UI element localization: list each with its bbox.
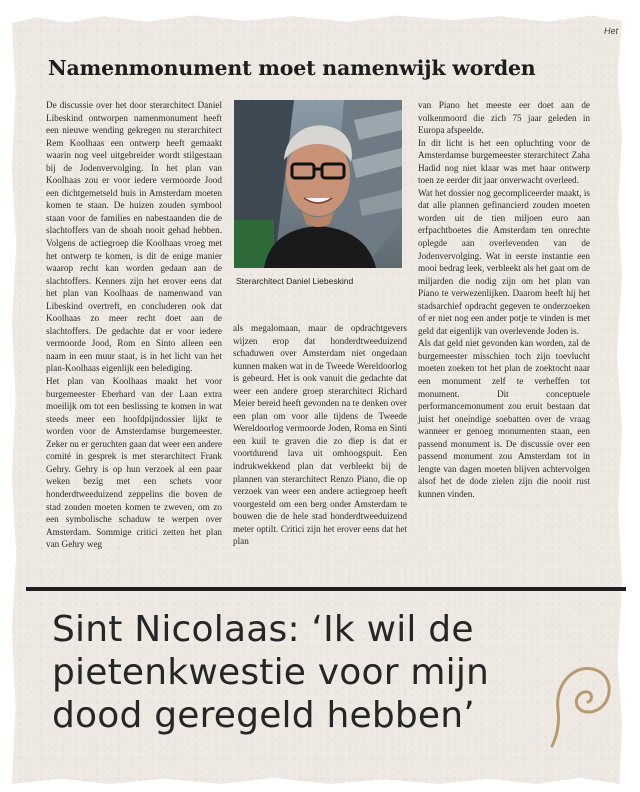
- article-column-1: [46, 99, 222, 551]
- swirl-doodle-icon: [550, 650, 620, 750]
- article-column-3: [418, 99, 590, 501]
- headline-line: pietenkwestie voor mijn: [52, 652, 490, 693]
- section-divider: [26, 587, 626, 591]
- paragraph: Het plan van Koolhaas maakt het voor burgemeester Eberhard van der Laan extra moeilijk om tot een beslissing te komen in wat steeds meer een hoofdpijndossier lijkt te worden voor de Amsterdamse burgemeester. Zeker nu er geruchten gaan dat weer een andere comité in gesprek is met sterarchitect Frank Gehry. Gehry is op hun verzoek al een paar weken bezig met een schets voor honderdtweeduizend zeppelins die boven de stad zouden moeten komen te zweven, om zo een symbolische schaduw te werpen over Amsterdam. Sommige critici zetten het plan van Gehry weg: [46, 376, 222, 550]
- headline-line: Sint Nicolaas: ‘Ik wil de: [52, 609, 474, 650]
- portrait-image: [234, 100, 402, 268]
- article-column-2: [233, 322, 407, 548]
- next-article-headline: [52, 608, 489, 737]
- paragraph: In dit licht is het een opluchting voor de Amsterdamse burgemeester sterarchitect Zaha Hadid nog niet klaar was met haar ontwerp toen ze eerder dit jaar onverwacht overleed.: [418, 137, 590, 186]
- headline-line: dood geregeld hebben’: [52, 695, 475, 736]
- paragraph: Als dat geld niet gevonden kan worden, zal de burgemeester misschien toch zijn toevlucht moeten zoeken tot het plan de zoektocht naar een monument zelf te verheffen tot monument. Dit conceptuele performancemonument zou eruit bestaan dat juist het oneindige soebatten over de vraag wanneer er genoeg monumenten staan, een passend monument is. De discussie over een passend monument zou Amsterdam tot in lengte van dagen moeten blijven achtervolgen alsof het de dode zielen zijn die nooit rust kunnen vinden.: [418, 338, 590, 499]
- paragraph: De discussie over het door sterarchitect Daniel Libeskind ontworpen namenmonument heeft een nieuwe wending gekregen nu sterarchitect Rem Koolhaas een ontwerp heeft gemaakt waarin nog veel uitgebreider wordt stilgestaan bij de Jodenvervolging. In het plan van Koolhaas zou er voor iedere vermoorde Jood een dichtgemetseld huis in Amsterdam moeten komen te staan. De huizen zouden symbool staan voor de families en nabestaanden die de slachtoffers van de shoah nooit gehad hebben. Volgens de actiegroep die Koolhaas vroeg met het ontwerp te komen, is dit de enige manier waarop recht kan worden gedaan aan de slachtoffers. Kenners zijn het erover eens dat het plan van Koolhaas de namenwand van Libeskind overtreft, en concluderen ook dat Koolhaas zo meer recht doet aan de slachtoffers. De gedachte dat er voor iedere vermoorde Jood, Rom en Sinto alleen een naam in een muur staat, is in het licht van het plan-Koolhaas eigenlijk een belediging.: [46, 100, 222, 374]
- article-headline: Namenmonument moet namenwijk worden: [48, 56, 536, 80]
- paragraph: als megalomaan, maar de opdrachtgevers wijzen erop dat honderdtweeduizend schaduwen over Amsterdam niet ongedaan kunnen maken wat in de Tweede Wereldoorlog is gebeurd. Het is ook vanuit die gedachte dat weer een andere groep sterarchitect Richard Meier bereid heeft gevonden na te denken over een plan om voor alle tijdens de Tweede Wereldoorlog vermoorde Joden, Roma en Sinti een kuil te graven die zo diep is dat er voortdurend lava uit omhoogspuit. Een indrukwekkend plan dat verbleekt bij de plannen van sterarchitect Renzo Piano, die op verzoek van weer een andere actiegroep heeft voorgesteld om een berg onder Amsterdam te bouwen die de hele stad honderdtweeduizend meter optilt. Critici zijn het erover eens dat het plan: [233, 323, 407, 547]
- page-tag: Het: [603, 26, 618, 36]
- photo-caption: Sterarchitect Daniel Liebeskind: [236, 276, 354, 286]
- paragraph: Wat het dossier nog gecompliceerder maakt, is dat alle plannen gefinancierd zouden moeten worden uit de tien miljoen euro aan erfpachtboetes die Amsterdam ten onrechte oplegde aan overlevenden van de Jodenvervolging. Wat in eerste instantie een mooi bedrag leek, verbleekt als het gaat om de miljarden die nodig zijn om het plan van Piano te verwezenlijken. Daarom heeft hij het stadsarchief opdracht gegeven te onderzoeken of er niet nog een ander potje te vinden is met geld dat eigenlijk van overlevende Joden is.: [418, 187, 590, 336]
- paragraph: van Piano het meeste eer doet aan de volkenmoord die zich 75 jaar geleden in Europa afspeelde.: [418, 100, 590, 136]
- architect-photo: [234, 100, 402, 268]
